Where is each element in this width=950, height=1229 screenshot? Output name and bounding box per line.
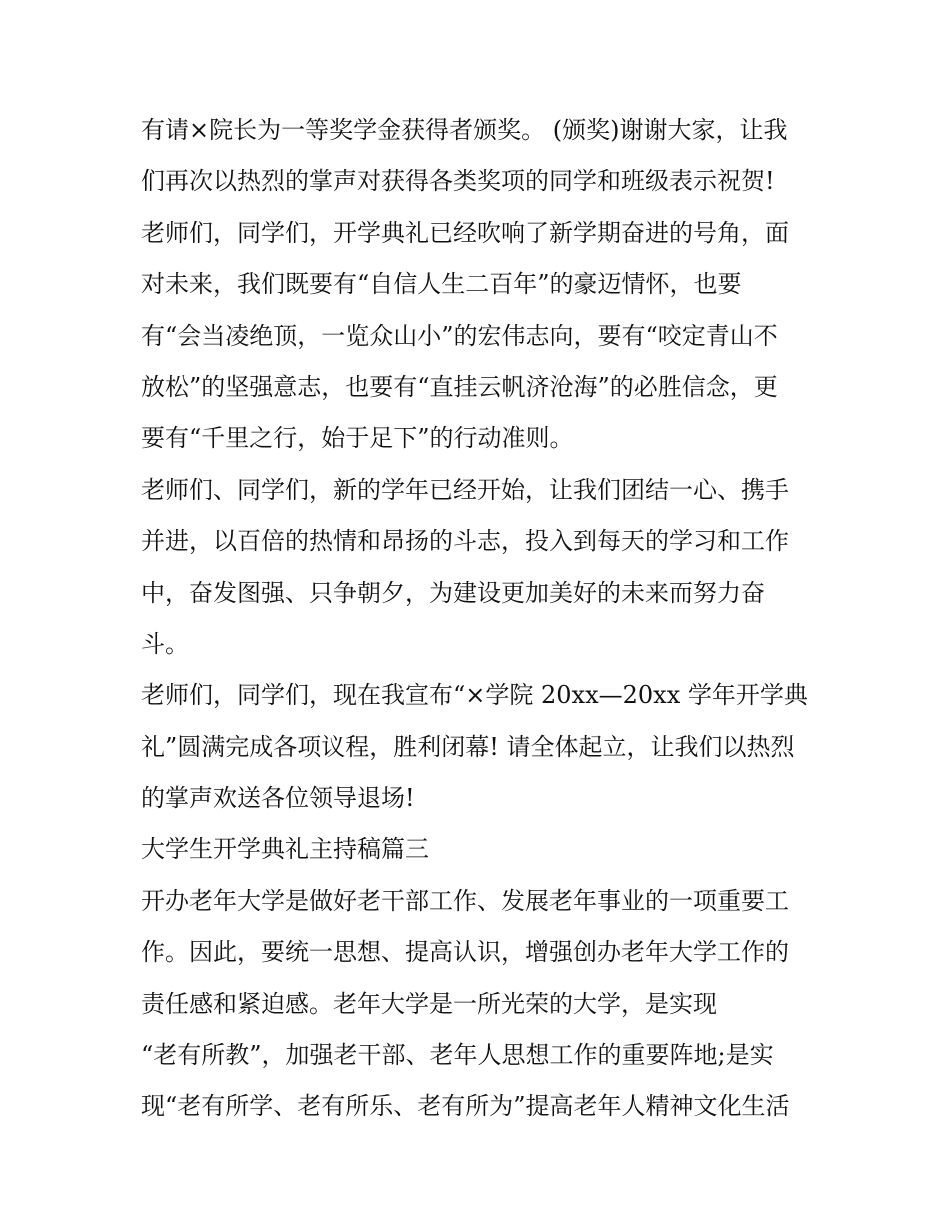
document-body [141, 105, 821, 1133]
text-line-10: 中，奋发图强、只争朝夕，为建设更加美好的未来而努力奋 [141, 578, 765, 607]
text-line-17: 作。因此，要统一思想、提高认识，增强创办老年大学工作的 [141, 938, 789, 967]
text-line-5: 有“会当凌绝顶，一览众山小”的宏伟志向，要有“咬定青山不 [141, 321, 778, 350]
text-line-7: 要有“千里之行，始于足下”的行动准则。 [141, 424, 574, 453]
text-line-3: 老师们，同学们，开学典礼已经吹响了新学期奋进的号角，面 [141, 218, 789, 247]
text-line-20: 现“老有所学、老有所乐、老有所为”提高老年人精神文化生活 [141, 1092, 790, 1121]
text-line-19: “老有所教”，加强老干部、老年人思想工作的重要阵地;是实 [141, 1041, 774, 1070]
text-line-16: 开办老年大学是做好老干部工作、发展老年事业的一项重要工 [141, 886, 789, 915]
text-line-6: 放松”的坚强意志，也要有“直挂云帆济沧海”的必胜信念，更 [141, 372, 778, 401]
text-line-12: 老师们，同学们，现在我宣布“×学院 20xx—20xx 学年开学典 [141, 681, 808, 710]
text-line-11: 斗。 [141, 629, 189, 658]
text-line-4: 对未来，我们既要有“自信人生二百年”的豪迈情怀，也要 [141, 270, 742, 299]
text-line-14: 的掌声欢送各位领导退场! [141, 784, 415, 813]
text-line-18: 责任感和紧迫感。老年大学是一所光荣的大学，是实现 [141, 989, 717, 1018]
text-line-8: 老师们、同学们，新的学年已经开始，让我们团结一心、携手 [141, 475, 789, 504]
text-line-13: 礼”圆满完成各项议程，胜利闭幕! 请全体起立，让我们以热烈 [141, 732, 795, 761]
text-line-2: 们再次以热烈的掌声对获得各类奖项的同学和班级表示祝贺! [141, 167, 775, 196]
section-heading: 大学生开学典礼主持稿篇三 [141, 835, 429, 864]
text-line-1: 有请×院长为一等奖学金获得者颁奖。 (颁奖)谢谢大家，让我 [141, 116, 788, 144]
text-line-9: 并进，以百倍的热情和昂扬的斗志，投入到每天的学习和工作 [141, 527, 789, 556]
